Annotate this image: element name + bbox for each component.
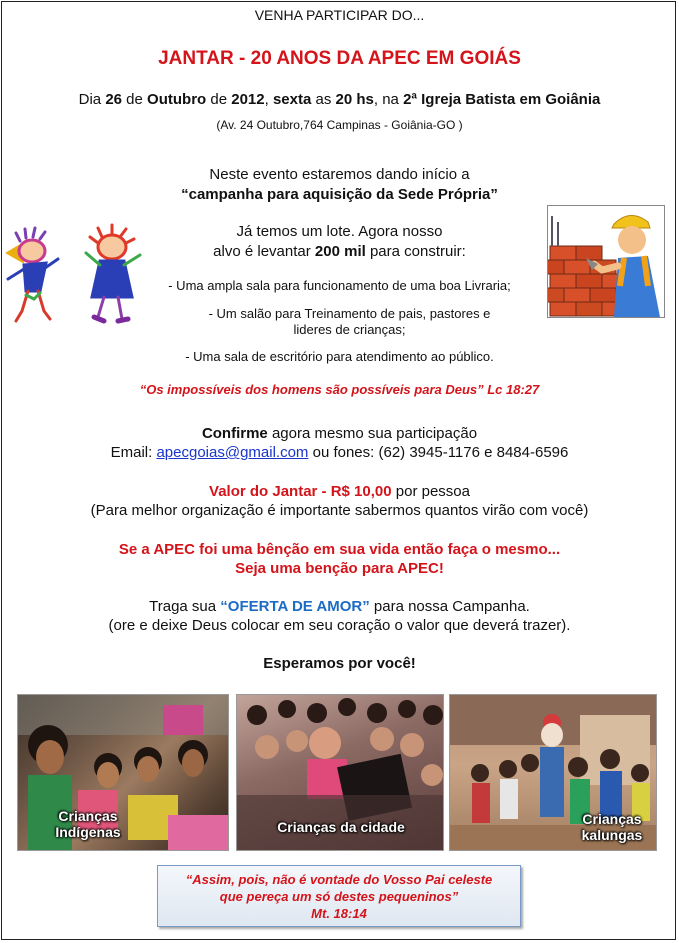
contact-line: [0, 444, 679, 461]
closing-quote-box: [157, 865, 521, 927]
event-month: Outubro: [147, 91, 207, 108]
email-label: Email:: [110, 444, 157, 461]
text-at: as: [311, 91, 336, 108]
list-item: - Uma sala de escritório para atendimento ao público.: [185, 349, 494, 364]
confirm-bold: Confirme: [201, 425, 268, 442]
kids-clipart: [0, 213, 147, 328]
photo-caption: Crianças da cidade: [277, 819, 405, 835]
price-note: (Para melhor organização é importante sabermos quantos virão com você): [90, 502, 589, 519]
photo-caption: Crianças kalungas: [581, 811, 643, 843]
quote-line: “Assim, pois, não é vontade do Vosso Pai celeste: [185, 872, 493, 887]
price-line: [0, 483, 679, 500]
price-label: Valor do Jantar - R$ 10,00: [209, 483, 392, 500]
intro-text: VENHA PARTICIPAR DO...: [254, 7, 425, 23]
list-item: - Um salão para Treinamento de pais, pastores e: [208, 306, 491, 321]
event-time: 20 hs: [335, 91, 374, 108]
bible-verse: “Os impossíveis dos homens são possíveis para Deus” Lc 18:27: [139, 382, 540, 397]
offer-note: (ore e deixe Deus colocar em seu coração o valor que deverá trazer).: [108, 617, 571, 634]
blessing-line2: Seja uma benção para APEC!: [235, 560, 444, 577]
list-item: lideres de crianças;: [293, 322, 406, 337]
event-day: 26: [105, 91, 123, 108]
confirm-line: [0, 425, 679, 442]
price-suffix: por pessoa: [391, 483, 470, 500]
closing-text: Esperamos por você!: [263, 655, 416, 672]
text-of: de: [206, 91, 232, 108]
goal-pre: alvo é levantar: [213, 243, 315, 260]
offer-pre: Traga sua: [149, 598, 221, 615]
photo-city-children: [236, 694, 444, 851]
date-prefix: Dia: [78, 91, 106, 108]
campaign-line1: Neste evento estaremos dando início a: [209, 166, 470, 183]
text-of: de: [122, 91, 148, 108]
quote-reference: Mt. 18:14: [311, 906, 367, 921]
photo-indigenous-children: [17, 694, 229, 851]
campaign-title: “campanha para aquisição da Sede Própria”: [181, 186, 498, 203]
phones-text: ou fones: (62) 3945-1176 e 8484-6596: [308, 444, 569, 461]
event-date-line: [0, 91, 679, 108]
list-item: - Uma ampla sala para funcionamento de uma boa Livraria;: [168, 278, 511, 293]
event-weekday: sexta: [272, 91, 312, 108]
photo-kalunga-children: [449, 694, 657, 851]
separator: ,: [264, 91, 273, 108]
campaign-line3: Já temos um lote. Agora nosso: [236, 223, 443, 240]
email-link[interactable]: apecgoias@gmail.com: [156, 444, 309, 461]
event-venue: 2ª Igreja Batista em Goiânia: [403, 91, 601, 108]
goal-amount: 200 mil: [314, 243, 366, 260]
event-address: (Av. 24 Outubro,764 Campinas - Goiânia-GO ): [216, 118, 463, 132]
event-year: 2012: [231, 91, 265, 108]
goal-post: para construir:: [365, 243, 466, 260]
confirm-text: agora mesmo sua participação: [267, 425, 478, 442]
offer-line: [0, 598, 679, 615]
text-in: , na: [373, 91, 404, 108]
blessing-line1: Se a APEC foi uma bênção em sua vida então faça o mesmo...: [118, 541, 561, 558]
photo-caption: Crianças Indígenas: [55, 808, 121, 840]
bricklayer-clipart: [547, 205, 665, 318]
quote-line: que pereça um só destes pequeninos”: [219, 889, 459, 904]
offer-highlight: “OFERTA DE AMOR”: [220, 598, 370, 615]
page-title: JANTAR - 20 ANOS DA APEC EM GOIÁS: [158, 48, 521, 69]
offer-post: para nossa Campanha.: [369, 598, 530, 615]
